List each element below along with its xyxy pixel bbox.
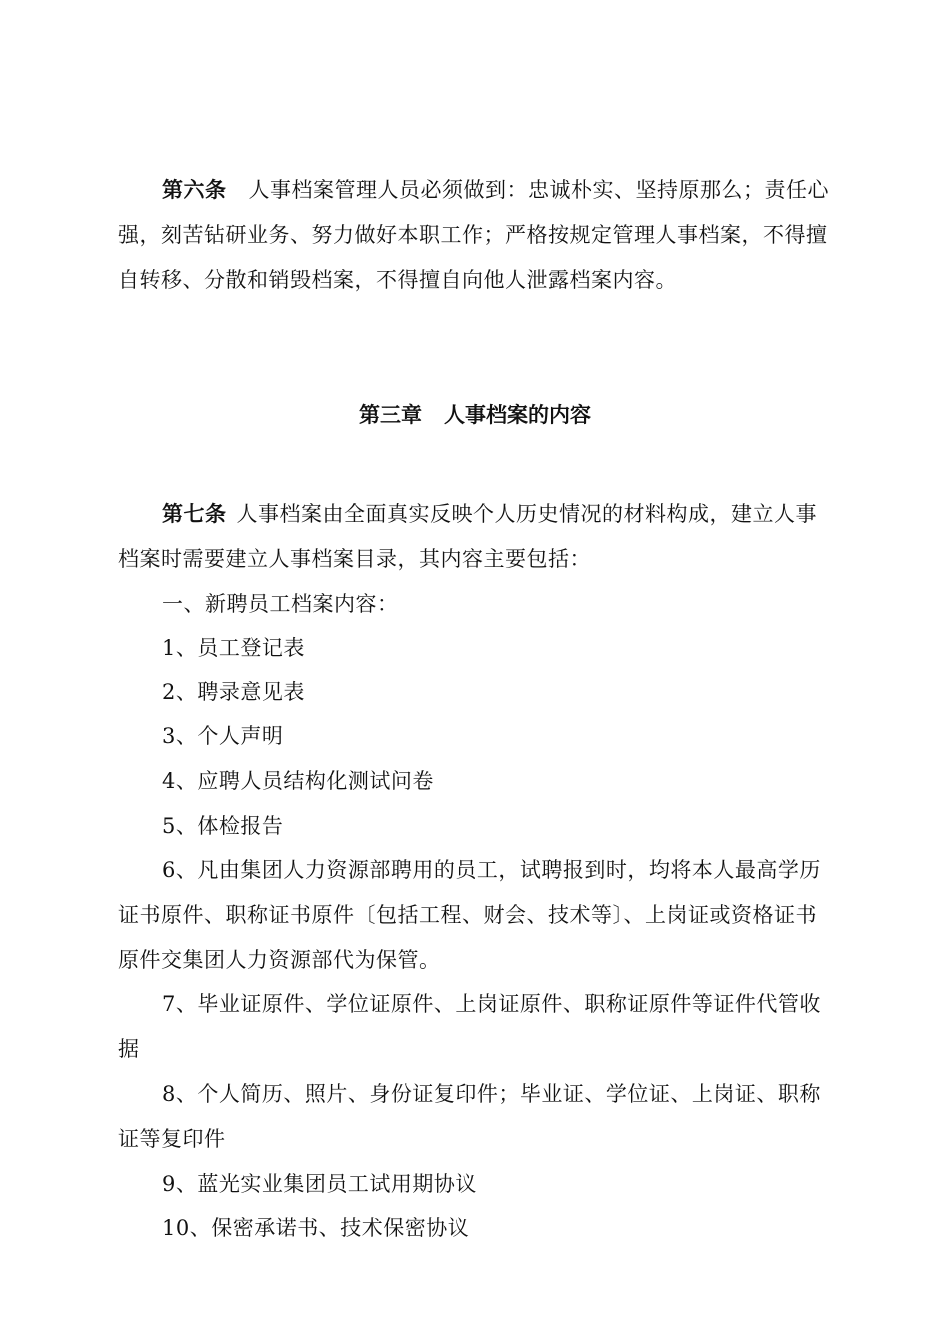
list-item: 8、个人简历、照片、身份证复印件；毕业证、学位证、上岗证、职称证等复印件 bbox=[118, 1082, 821, 1151]
article-7-label: 第七条 bbox=[162, 502, 227, 526]
article-6-text: 人事档案管理人员必须做到：忠诚朴实、坚持原那么；责任心强，刻苦钻研业务、努力做好本职工作；严格按规定管理人事档案，不得擅自转移、分散和销毁档案，不得擅自向他人泄露档案内容。 bbox=[118, 178, 829, 292]
chapter-3-title: 人事档案的内容 bbox=[444, 403, 591, 427]
article-6-paragraph bbox=[118, 168, 834, 303]
chapter-3-label: 第三章 bbox=[359, 403, 422, 427]
list-item: 4、应聘人员结构化测试问卷 bbox=[162, 769, 434, 793]
list-item: 2、聘录意见表 bbox=[162, 680, 305, 704]
chapter-3-heading bbox=[0, 400, 950, 430]
list-item: 6、凡由集团人力资源部聘用的员工，试聘报到时，均将本人最高学历证书原件、职称证书原件〔包括工程、财会、技术等〕、上岗证或资格证书原件交集团人力资源部代为保管。 bbox=[118, 858, 821, 972]
list-item: 5、体检报告 bbox=[162, 814, 284, 838]
section-1-title: 一、新聘员工档案内容： bbox=[162, 592, 399, 616]
list-item: 9、蓝光实业集团员工试用期协议 bbox=[162, 1172, 477, 1196]
list-item: 10、保密承诺书、技术保密协议 bbox=[162, 1216, 470, 1240]
article-6-label: 第六条 bbox=[162, 178, 227, 202]
list-item: 1、员工登记表 bbox=[162, 636, 305, 660]
article-7-text: 人事档案由全面真实反映个人历史情况的材料构成，建立人事档案时需要建立人事档案目录，其内容主要包括： bbox=[118, 502, 817, 571]
list-item: 7、毕业证原件、学位证原件、上岗证原件、职称证原件等证件代管收据 bbox=[118, 992, 821, 1061]
list-item: 3、个人声明 bbox=[162, 724, 284, 748]
article-7-paragraph bbox=[118, 492, 834, 582]
